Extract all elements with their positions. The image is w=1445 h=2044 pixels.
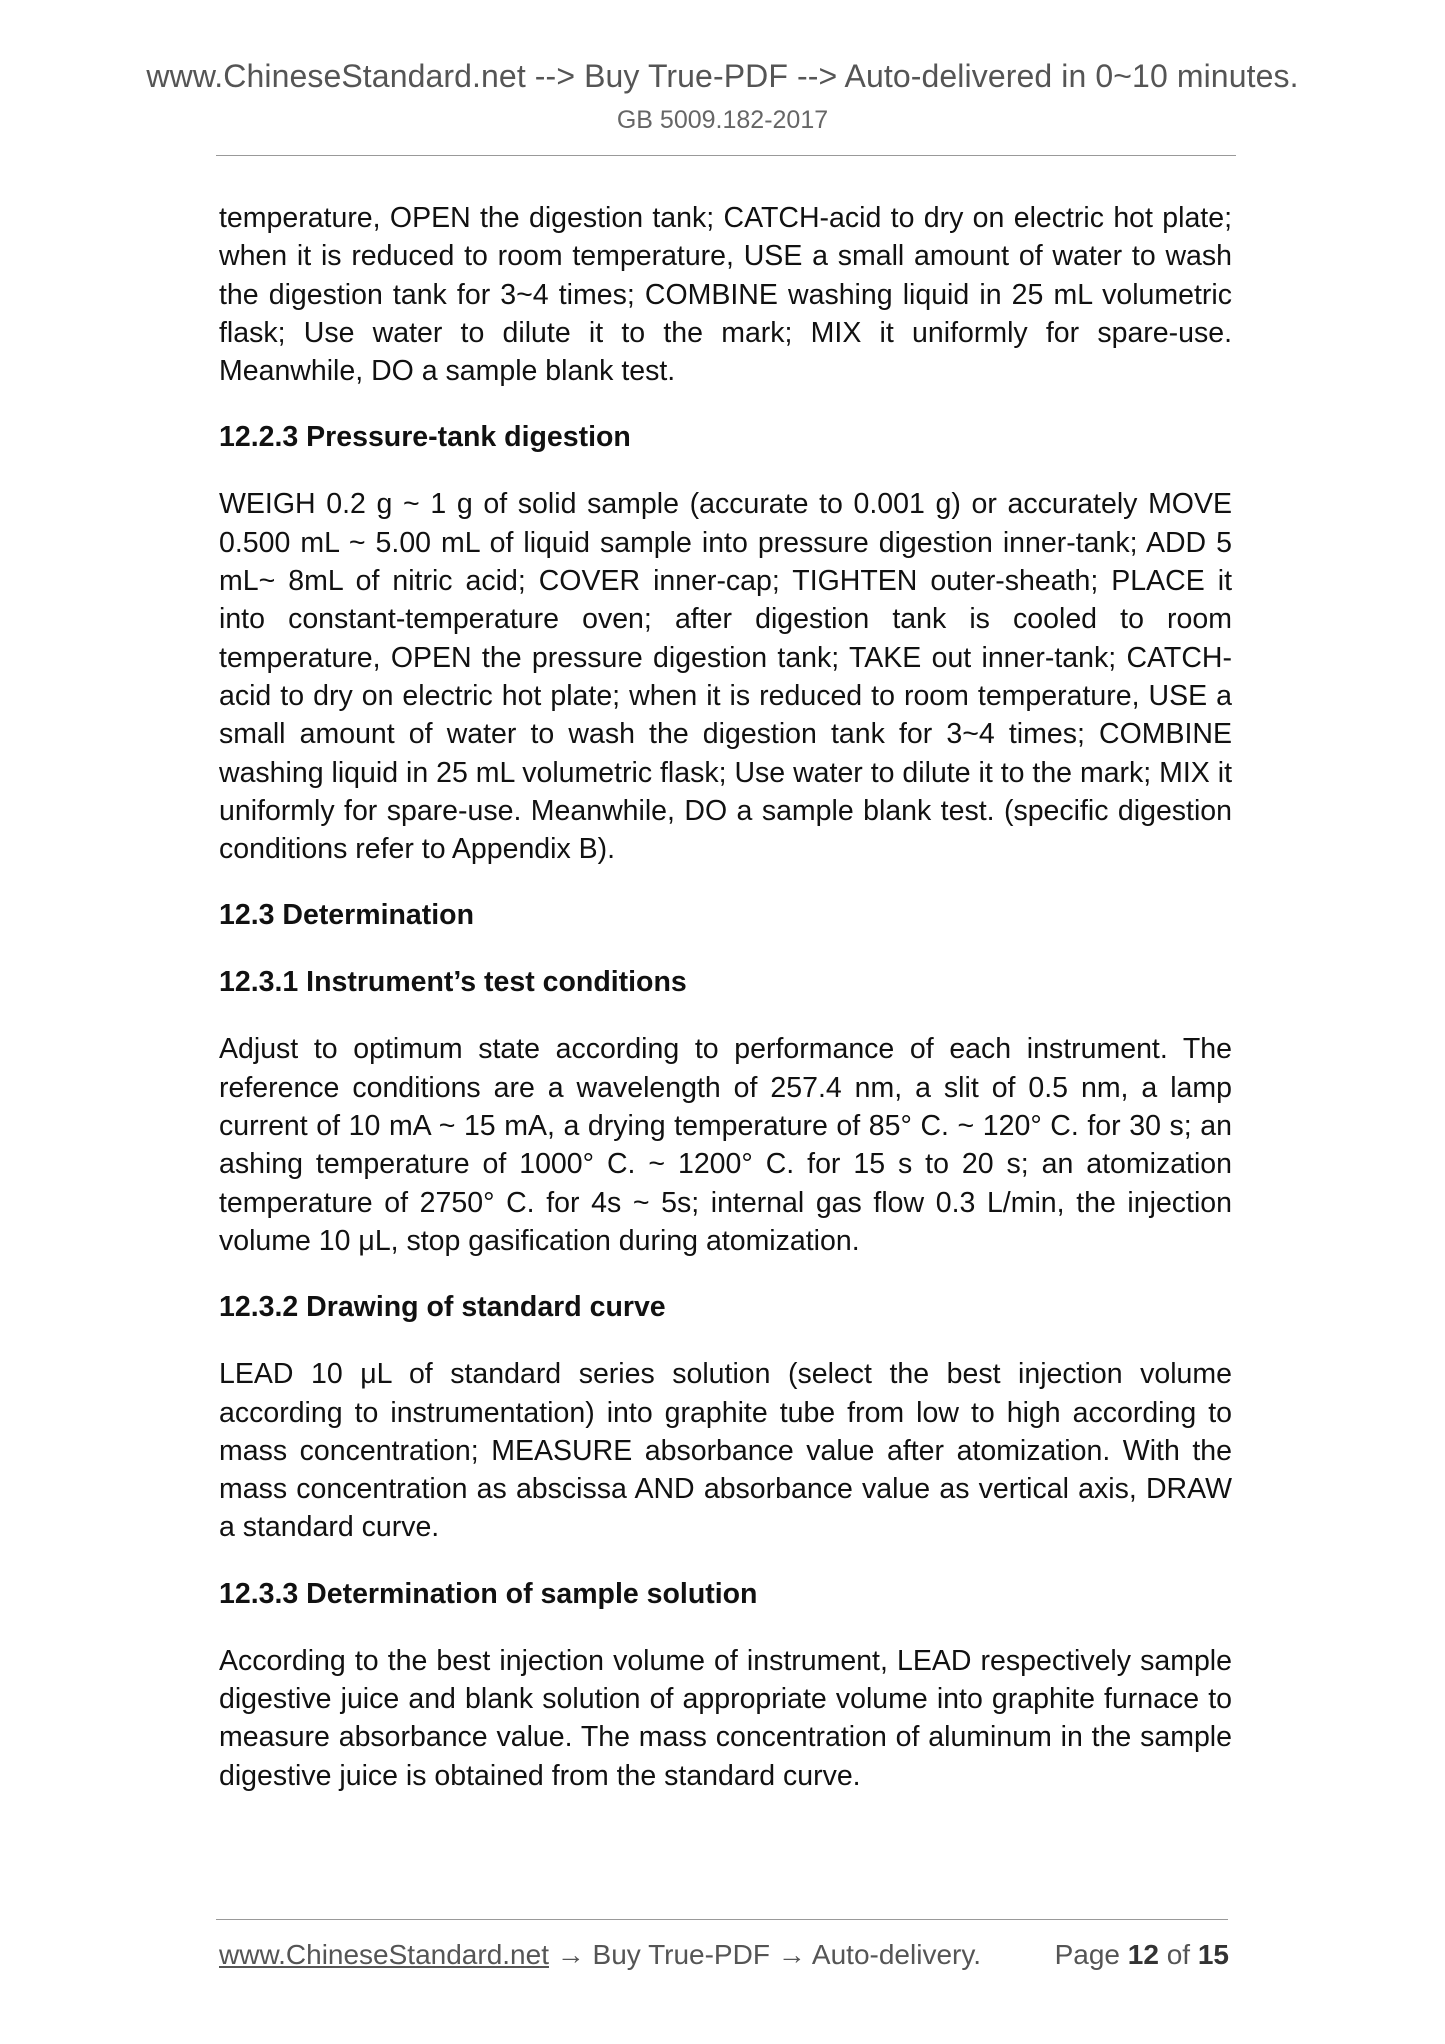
page-of: of	[1158, 1939, 1198, 1970]
footer-divider	[216, 1919, 1228, 1920]
page-number	[1055, 1939, 1229, 1971]
heading-12-3: 12.3 Determination	[219, 899, 474, 932]
document-body	[219, 199, 1232, 1823]
header-divider	[216, 155, 1236, 156]
paragraph-intro: temperature, OPEN the digestion tank; CATCH-acid to dry on electric hot plate; when it is reduced to room temperature, USE a small amount of water to wash the digestion tank for 3~4 times; COMBINE washing liquid in 25 mL volumetric flask; Use water to dilute it to the mark; MIX it uniformly for spare-use. Meanwhile, DO a sample blank test.	[219, 202, 1232, 388]
footer-promo-text: → Buy True-PDF → Auto-delivery.	[548, 1939, 982, 1970]
standard-code: GB 5009.182-2017	[616, 106, 829, 134]
heading-12-3-3: 12.3.3 Determination of sample solution	[219, 1577, 758, 1610]
footer-promo	[219, 1939, 981, 1971]
paragraph-12-3-2: LEAD 10 μL of standard series solution (select the best injection volume according to instrumentation) into graphite tube from low to high according to mass concentration; MEASURE absorbance value after atomization. With the mass concentration as abscissa AND absorbance value as vertical axis, DRAW a standard curve.	[219, 1358, 1232, 1544]
paragraph-12-3-1: Adjust to optimum state according to performance of each instrument. The reference conditions are a wavelength of 257.4 nm, a slit of 0.5 nm, a lamp current of 10 mA ~ 15 mA, a drying temperature of 85° C. ~ 120° C. for 30 s; an ashing temperature of 1000° C. ~ 1200° C. for 15 s to 20 s; an atomization temperature of 2750° C. for 4s ~ 5s; internal gas flow 0.3 L/min, the injection volume 10 μL, stop gasification during atomization.	[219, 1033, 1232, 1257]
heading-12-3-2: 12.3.2 Drawing of standard curve	[219, 1291, 666, 1324]
paragraph-12-3-3: According to the best injection volume of instrument, LEAD respectively sample digestive juice and blank solution of appropriate volume into graphite furnace to measure absorbance value. The mass concentration of aluminum in the sample digestive juice is obtained from the standard curve.	[219, 1644, 1232, 1792]
footer-site-link[interactable]: www.ChineseStandard.net	[219, 1939, 549, 1970]
page-total: 15	[1197, 1939, 1229, 1970]
page-prefix: Page	[1054, 1939, 1128, 1970]
paragraph-12-2-3: WEIGH 0.2 g ~ 1 g of solid sample (accurate to 0.001 g) or accurately MOVE 0.500 mL ~ 5.00 mL of liquid sample into pressure digestion inner-tank; ADD 5 mL~ 8mL of nitric acid; COVER inner-cap; TIGHTEN outer-sheath; PLACE it into constant-temperature oven; after digestion tank is cooled to room temperature, OPEN the pressure digestion tank; TAKE out inner-tank; CATCH-acid to dry on electric hot plate; when it is reduced to room temperature, USE a small amount of water to wash the digestion tank for 3~4 times; COMBINE washing liquid in 25 mL volumetric flask; Use water to dilute it to the mark; MIX it uniformly for spare-use. Meanwhile, DO a sample blank test. (specific digestion conditions refer to Appendix B).	[219, 488, 1232, 866]
site-banner: www.ChineseStandard.net --> Buy True-PDF --> Auto-delivered in 0~10 minutes.	[146, 58, 1299, 94]
heading-12-2-3: 12.2.3 Pressure-tank digestion	[219, 421, 631, 454]
heading-12-3-1: 12.3.1 Instrument’s test conditions	[219, 966, 687, 999]
page-current: 12	[1127, 1939, 1159, 1970]
